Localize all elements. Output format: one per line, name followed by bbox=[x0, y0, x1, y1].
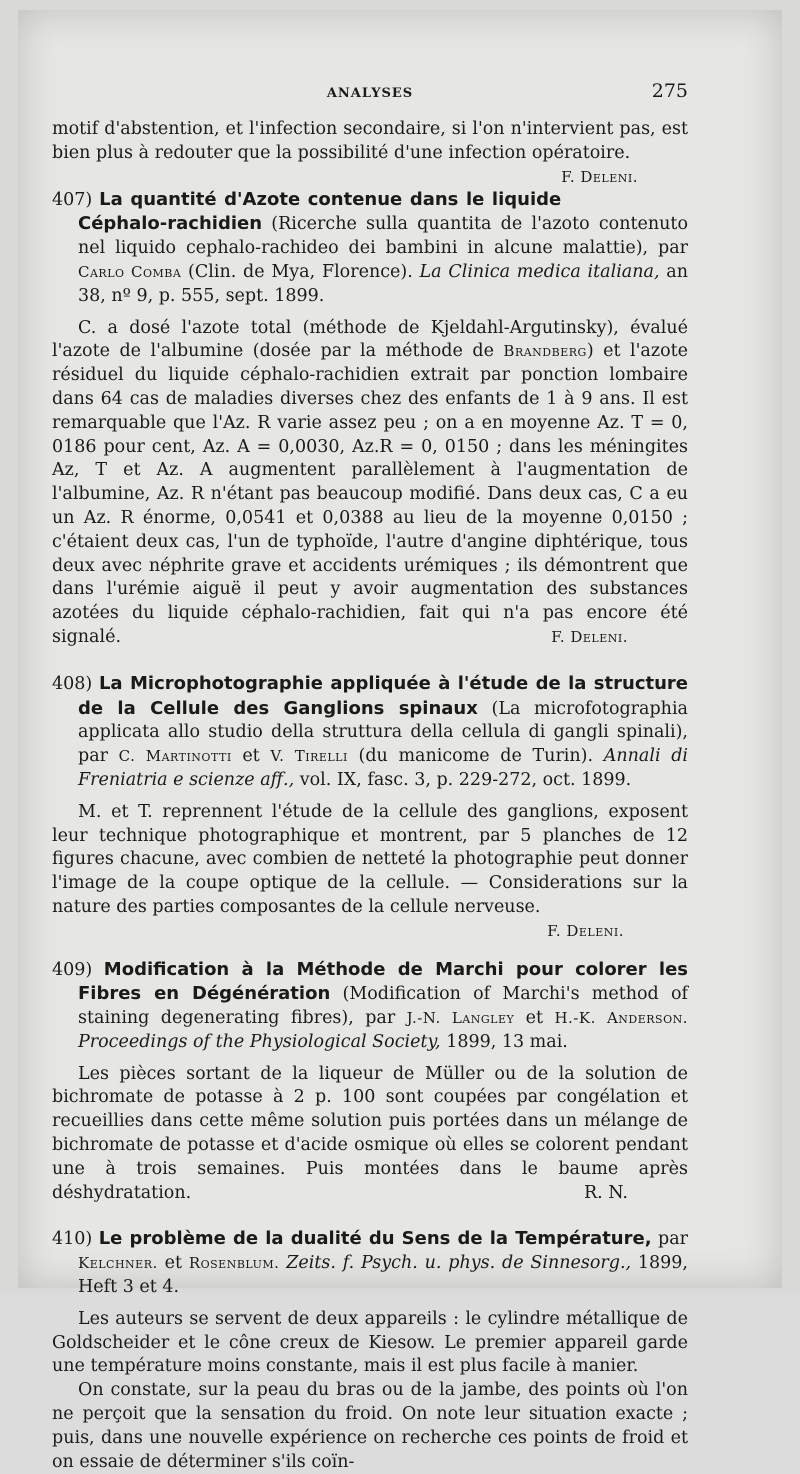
article-407-body bbox=[52, 317, 688, 650]
cited-name: Brandberg bbox=[503, 342, 587, 361]
spacer bbox=[52, 1300, 688, 1308]
reference-text: 1899, 13 mai. bbox=[440, 1031, 568, 1052]
article-number: 408) bbox=[52, 673, 93, 694]
article-title: Modification à la Méthode de Marchi pour colorer les Fibres en Dégénération bbox=[78, 958, 688, 1005]
journal-name: Proceedings of the Physiological Society, bbox=[78, 1031, 441, 1052]
article-409-body bbox=[52, 1063, 688, 1206]
article-signature: R. N. bbox=[583, 1182, 628, 1203]
article-408-signature-line bbox=[52, 920, 688, 944]
reference-text: et bbox=[231, 746, 271, 767]
author-name: Rosenblum. bbox=[188, 1254, 280, 1273]
spacer bbox=[52, 1055, 688, 1063]
body-text: M. et T. reprennent l'étude de la cellule des ganglions, exposent leur technique photographique et montrent, par 5 planches de 12 figures chacune, avec combien de netteté la photographie peut donner l'image de la coupe optique de la cellule. — Considerations sur la nature des parties composantes de la cellule nerveuse. bbox=[52, 801, 688, 917]
reference-text: par bbox=[651, 1229, 688, 1250]
body-text: Les pièces sortant de la liqueur de Müller ou de la solution de bichromate de potasse à 2 p. 100 sont coupées par congélation et recueillies dans cette même solution puis portées dans un mélange de bichromate de potasse et d'acide osmique où elles se colorent pendant une à trois semaines. Puis montées dans le baume après déshydratation. bbox=[52, 1063, 688, 1203]
article-number: 409) bbox=[52, 959, 93, 980]
journal-name: Annali di Freniatria e scienze aff., bbox=[78, 746, 688, 790]
article-title: La Microphotographie appliquée à l'étude de la structure de la Cellule des Ganglions spinaux bbox=[78, 672, 688, 719]
author-name: H.-K. Anderson. bbox=[554, 1009, 688, 1028]
page-header bbox=[52, 80, 688, 110]
spacer bbox=[52, 309, 688, 317]
author-name: Kelchner. bbox=[78, 1254, 158, 1273]
reference-text: (La microfotographia applicata allo studio della struttura della cellula di gangli spinali), par bbox=[78, 698, 688, 767]
article-407-reference bbox=[52, 188, 688, 309]
reference-text: (Clin. de Mya, Florence). bbox=[181, 261, 420, 282]
author-name: Carlo Comba bbox=[78, 262, 182, 281]
article-signature: F. Deleni. bbox=[547, 921, 624, 940]
journal-name: La Clinica medica italiana, bbox=[419, 261, 660, 282]
body-text: Les auteurs se servent de deux appareils : le cylindre métallique de Goldscheider et le cône creux de Kiesow. Le premier appareil garde une température moins constante, mais il est plus facile à manier. bbox=[52, 1308, 688, 1377]
reference-text: et bbox=[514, 1008, 555, 1029]
author-name: C. Martinotti bbox=[118, 747, 232, 766]
intro-text: motif d'abstention, et l'infection secondaire, si l'on n'intervient pas, est bien plus à redouter que la possibilité d'une infection opératoire. bbox=[52, 119, 688, 163]
author-name: J.-N. Langley bbox=[406, 1009, 515, 1028]
page-number: 275 bbox=[651, 80, 688, 102]
intro-signature: F. Deleni. bbox=[561, 167, 638, 186]
page-body bbox=[52, 118, 688, 1474]
reference-text: vol. IX, fasc. 3, p. 229-272, oct. 1899. bbox=[294, 769, 632, 790]
article-409-reference bbox=[52, 958, 688, 1055]
reference-text: (Modification of Marchi's method of staining degenerating fibres), par bbox=[78, 984, 688, 1029]
reference-text: an 38, nº 9, p. 555, sept. 1899. bbox=[78, 261, 688, 306]
body-text: On constate, sur la peau du bras ou de la jambe, des points où l'on ne perçoit que la sensation du froid. On note leur situation exacte ; puis, dans une nouvelle expérience on recherche ces points de froid et on essaie de déterminer s'ils coïn- bbox=[52, 1380, 688, 1472]
spacer bbox=[52, 793, 688, 801]
article-410-body-1 bbox=[52, 1308, 688, 1379]
body-text: ) et l'azote résiduel du liquide céphalo-rachidien extrait par ponction lombaire dans 64 cas de maladies diverses chez des enfants de 1 à 9 ans. Il est remarquable que l'Az. R varie assez peu ; on a en moyenne Az. T = 0, 0186 pour cent, Az. A = 0,0030, Az.R = 0, 0150 ; dans les méningites Az, T et Az. A augmentent parallèlement à l'augmentation de l'albumine, Az. R n'étant pas beaucoup modifié. Dans deux cas, C a eu un Az. R énorme, 0,0541 et 0,0388 au lieu de la moyenne 0,0150 ; c'étaient deux cas, l'un de typhoïde, l'autre d'angine diphtérique, tous deux avec néphrite grave et accidents urémiques ; ils démontrent que dans l'urémie aiguë il peut y avoir augmentation des substances azotées du liquide céphalo-rachidien, fait qui n'a pas encore été signalé. bbox=[52, 341, 688, 647]
article-title: La quantité d'Azote contenue dans le liquide Céphalo-rachidien bbox=[78, 188, 562, 235]
article-410-reference bbox=[52, 1227, 688, 1299]
article-408-reference bbox=[52, 672, 688, 793]
reference-text: 1899, Heft 3 et 4. bbox=[78, 1253, 688, 1298]
running-head: ANALYSES bbox=[326, 86, 414, 101]
article-title: Le problème de la dualité du Sens de la Température, bbox=[98, 1228, 652, 1250]
body-text: C. a dosé l'azote total (méthode de Kjeldahl-Argutinsky), évalué l'azote de l'albumine (dosée par la méthode de bbox=[52, 317, 688, 362]
spacer bbox=[52, 1205, 688, 1227]
journal-name: Zeits. f. Psych. u. phys. de Sinnesorg., bbox=[286, 1253, 632, 1274]
reference-text: (du manicome de Turin). bbox=[347, 746, 604, 767]
author-name: V. Tirelli bbox=[270, 747, 348, 766]
article-signature: F. Deleni. bbox=[551, 627, 628, 646]
spacer bbox=[52, 650, 688, 672]
reference-text: (Ricerche sulla quantita de l'azoto contenuto nel liquido cephalo-rachideo dei bambini in alcune malattie), par bbox=[78, 214, 688, 259]
spacer bbox=[52, 944, 688, 958]
article-number: 407) bbox=[52, 189, 93, 210]
article-408-body bbox=[52, 801, 688, 920]
article-410-body-2 bbox=[52, 1379, 688, 1474]
reference-text: et bbox=[157, 1253, 189, 1274]
intro-paragraph bbox=[52, 118, 688, 186]
article-number: 410) bbox=[52, 1229, 93, 1250]
